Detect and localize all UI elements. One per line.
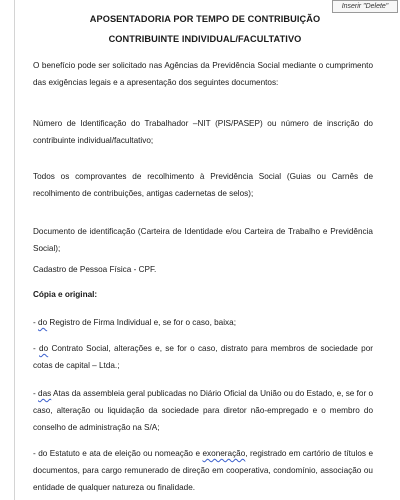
atas-text: Atas da assembleia geral publicadas no Diário Oficial da União ou do Estado, e, se for o caso, alteração ou liquidação da sociedade para diretor não-empregado e o membro do conselho de administração na S/A; xyxy=(33,389,373,432)
atas-spelling-flag[interactable]: das xyxy=(38,389,52,398)
atas-item xyxy=(33,385,373,436)
registro-item xyxy=(33,314,373,331)
cpf-paragraph: Cadastro de Pessoa Física - CPF. xyxy=(33,265,157,274)
documento-paragraph: Documento de identificação (Carteira de Identidade e/ou Carteira de Trabalho e Previdência Social); xyxy=(33,227,373,253)
comprovantes-paragraph: Todos os comprovantes de recolhimento à Previdência Social (Guias ou Carnês de recolhimento de contribuições, antigas cadernetas de selos); xyxy=(33,172,373,198)
intro-paragraph: O benefício pode ser solicitado nas Agências da Previdência Social mediante o cumprimento das exigências legais e a apresentação dos seguintes documentos: xyxy=(33,61,373,87)
estatuto-text-end: , registrado em cartório de títulos e documentos, para cargo remunerado de direção em cooperativa, condomínio, associação ou entidade de qualquer natureza ou finalidade. xyxy=(33,449,373,492)
document-title: APOSENTADORIA POR TEMPO DE CONTRIBUIÇÃO xyxy=(89,14,321,24)
estatuto-item xyxy=(33,445,373,496)
registro-prefix: - xyxy=(33,318,39,327)
page-left-edge xyxy=(14,0,15,500)
document-subtitle: CONTRIBUINTE INDIVIDUAL/FACULTATIVO xyxy=(108,34,302,44)
contrato-spelling-flag[interactable]: do xyxy=(39,344,49,353)
nit-paragraph: Número de Identificação do Trabalhador –NIT (PIS/PASEP) ou número de inscrição do contribuinte individual/facultativo; xyxy=(33,119,373,145)
contrato-item xyxy=(33,340,373,374)
contrato-prefix: - xyxy=(33,344,40,353)
registro-text: Registro de Firma Individual e, se for o caso, baixa; xyxy=(47,318,236,327)
estatuto-text-start: - do Estatuto e ata de eleição ou nomeação e xyxy=(33,449,203,458)
delete-note-box[interactable]: Inserir "Delete" xyxy=(332,0,398,13)
contrato-text: Contrato Social, alterações e, se for o caso, distrato para membros de sociedade por cotas de capital – Ltda.; xyxy=(33,344,373,370)
copia-heading: Cópia e original: xyxy=(33,290,98,299)
atas-prefix: - xyxy=(33,389,39,398)
estatuto-spelling-flag[interactable]: exoneração xyxy=(202,449,246,458)
registro-spelling-flag[interactable]: do xyxy=(38,318,48,327)
